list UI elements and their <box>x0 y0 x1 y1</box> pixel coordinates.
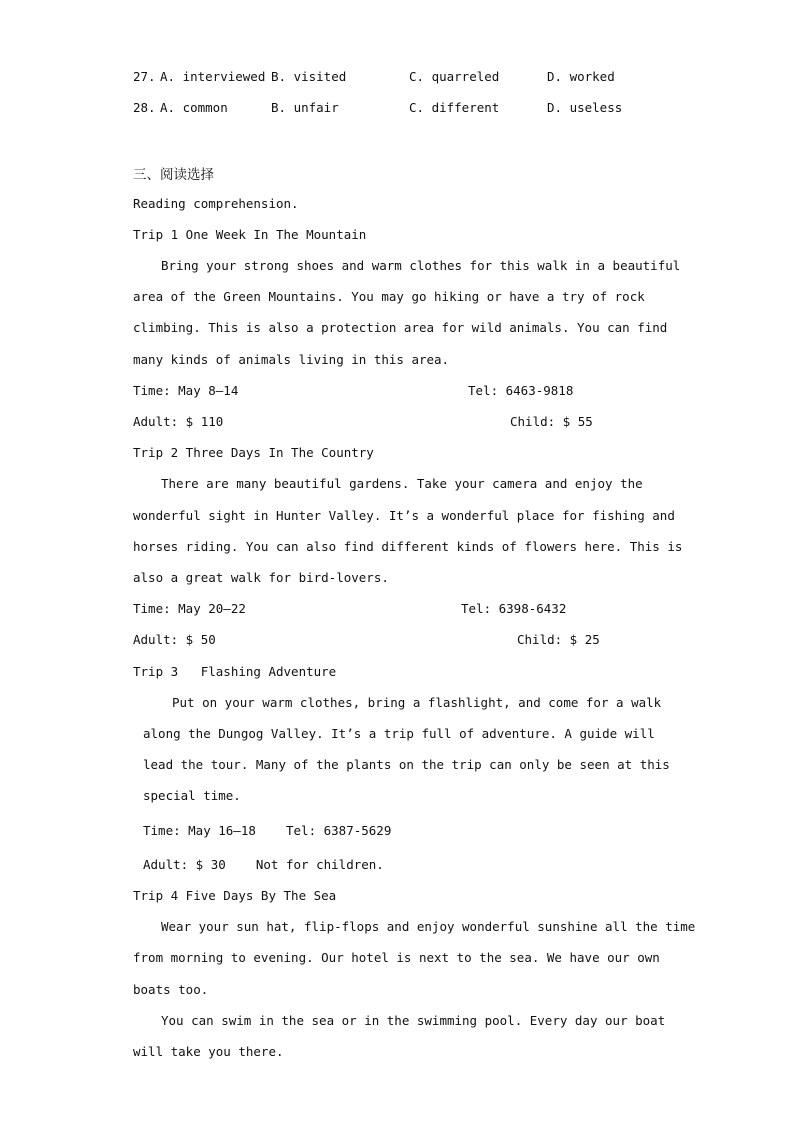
question-number: 27. <box>133 69 156 84</box>
trip-time-tel: Time: May 16—18 Tel: 6387-5629 <box>143 823 392 838</box>
trip-adult-price: Adult: $ 30 Not for children. <box>143 857 384 872</box>
paragraph-line: special time. <box>143 788 241 803</box>
trip-adult-price: Adult: $ 110 <box>133 414 224 429</box>
trip-adult-price: Adult: $ 50 <box>133 632 216 647</box>
paragraph-line: boats too. <box>133 982 209 997</box>
section-heading: 三、阅读选择 <box>133 167 214 183</box>
question-number: 28. <box>133 100 156 115</box>
option-a: A. common <box>160 100 228 115</box>
trip-title: Trip 3 Flashing Adventure <box>133 664 337 679</box>
trip-child-price: Child: $ 55 <box>510 414 593 429</box>
paragraph-line: along the Dungog Valley. It’s a trip full of adventure. A guide will <box>143 726 655 741</box>
paragraph-line: climbing. This is also a protection area for wild animals. You can find <box>133 320 668 335</box>
trip-child-price: Child: $ 25 <box>517 632 600 647</box>
option-d: D. useless <box>547 100 623 115</box>
option-c: C. different <box>409 100 500 115</box>
trip-title: Trip 1 One Week In The Mountain <box>133 227 367 242</box>
trip-time: Time: May 20—22 <box>133 601 246 616</box>
paragraph-line: horses riding. You can also find different kinds of flowers here. This is <box>133 539 683 554</box>
section-intro: Reading comprehension. <box>133 196 299 211</box>
option-a: A. interviewed <box>160 69 266 84</box>
paragraph-line: also a great walk for bird-lovers. <box>133 570 389 585</box>
trip-title: Trip 4 Five Days By The Sea <box>133 888 337 903</box>
paragraph-line: Bring your strong shoes and warm clothes for this walk in a beautiful <box>161 258 681 273</box>
paragraph-line: from morning to evening. Our hotel is next to the sea. We have our own <box>133 950 660 965</box>
paragraph-line: many kinds of animals living in this area. <box>133 352 450 367</box>
trip-title: Trip 2 Three Days In The Country <box>133 445 374 460</box>
option-b: B. visited <box>271 69 347 84</box>
paragraph-line: Put on your warm clothes, bring a flashlight, and come for a walk <box>172 695 662 710</box>
option-b: B. unfair <box>271 100 339 115</box>
paragraph-line: You can swim in the sea or in the swimming pool. Every day our boat <box>161 1013 666 1028</box>
paragraph-line: will take you there. <box>133 1044 284 1059</box>
paragraph-line: There are many beautiful gardens. Take your camera and enjoy the <box>161 476 643 491</box>
option-c: C. quarreled <box>409 69 500 84</box>
paragraph-line: area of the Green Mountains. You may go hiking or have a try of rock <box>133 289 645 304</box>
option-d: D. worked <box>547 69 615 84</box>
paragraph-line: lead the tour. Many of the plants on the trip can only be seen at this <box>143 757 670 772</box>
trip-time: Time: May 8—14 <box>133 383 239 398</box>
trip-tel: Tel: 6463-9818 <box>468 383 574 398</box>
paragraph-line: Wear your sun hat, flip-flops and enjoy wonderful sunshine all the time <box>161 919 696 934</box>
trip-tel: Tel: 6398-6432 <box>461 601 567 616</box>
paragraph-line: wonderful sight in Hunter Valley. It’s a wonderful place for fishing and <box>133 508 675 523</box>
